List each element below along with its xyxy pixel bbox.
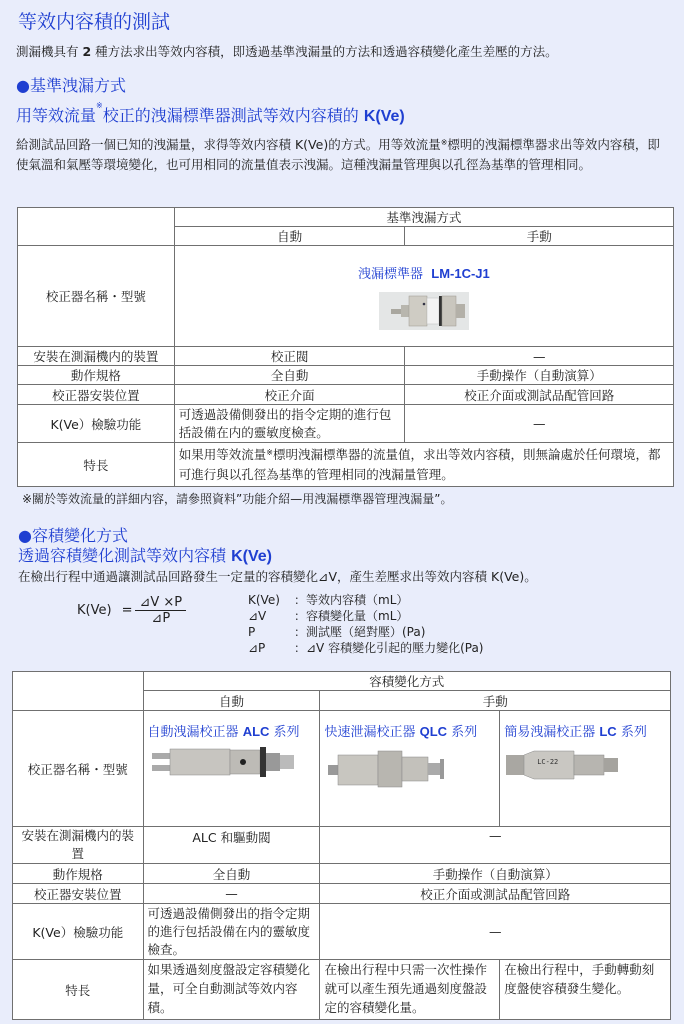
cell-manual: —: [405, 405, 674, 443]
formula-equals: =: [121, 602, 133, 618]
cell-manual: —: [320, 904, 671, 960]
feature-qlc: 在檢出行程中只需一次性操作就可以產生預先通過刻度盤設定的容積變化量。: [320, 960, 500, 1020]
product-cell-qlc: [320, 711, 500, 827]
table-row: [18, 405, 674, 443]
row-label: 校正器安裝位置: [18, 385, 175, 405]
row-label: K(Ve）檢驗功能: [13, 904, 144, 960]
section-heading-reference-leak: ●基準洩漏方式: [16, 76, 126, 95]
product-name: 洩漏標準器 LM-1C-J1: [357, 265, 490, 282]
row-label: 安裝在測漏機内的裝置: [13, 827, 144, 864]
lc-image: [504, 749, 624, 781]
cell-auto: 校正介面: [174, 385, 405, 405]
product-cell-alc: [143, 711, 320, 827]
feature-lc: 在檢出行程中，手動轉動刻度盤使容積發生變化。: [500, 960, 671, 1020]
cell-manual: 校正介面或測試品配管回路: [320, 884, 671, 904]
feature-cell: 如果用等效流量※標明洩漏標準器的流量值，求出等效内容積，則無論處於任何環境，都可進行與以孔徑為基準的管理相同的洩漏量管理。: [174, 443, 673, 487]
cell-auto: ALC 和驅動閥: [143, 827, 320, 864]
formula-legend: [248, 592, 484, 656]
page-title: 等效内容積的測試: [18, 11, 171, 33]
footnote-mark: ※: [96, 101, 103, 110]
table-corner: [13, 672, 144, 711]
col-header-auto: 自動: [143, 691, 320, 711]
row-label: K(Ve）檢驗功能: [18, 405, 175, 443]
cell-auto: 全自動: [174, 366, 405, 385]
group-header: 容積變化方式: [143, 672, 670, 691]
leak-standard-image: [179, 292, 669, 330]
footnote-mark: ※: [440, 138, 448, 147]
table-row: [18, 366, 674, 385]
table-row: [18, 347, 674, 366]
cell-auto: 可透過設備側發出的指令定期的進行包括設備在内的靈敏度檢查。: [143, 904, 320, 960]
table-row: [13, 884, 671, 904]
cell-auto: 可透過設備側發出的指令定期的進行包括設備在内的靈敏度檢查。: [174, 405, 405, 443]
legend-item: P ：測試壓（絕對壓）(Pa): [248, 625, 426, 639]
formula: [77, 592, 186, 628]
row-label: 校正器名稱・型號: [13, 711, 144, 827]
footnote-mark: ※: [266, 447, 273, 457]
section-heading-volume-change: ●容積變化方式: [18, 526, 128, 545]
row-label: 特長: [18, 443, 175, 487]
method-count: 2: [82, 44, 92, 59]
cell-auto: 校正閥: [174, 347, 405, 366]
row-label: 動作規格: [18, 366, 175, 385]
product-name: 快速泄漏校正器 QLC 系列: [324, 724, 478, 740]
formula-numerator: ⊿V ×P: [135, 595, 186, 611]
reference-leak-table: [17, 207, 674, 487]
cell-auto: 全自動: [143, 864, 320, 884]
cell-manual: —: [405, 347, 674, 366]
col-header-manual: 手動: [405, 227, 674, 246]
volume-change-description: 在檢出行程中通過讓測試品回路發生一定量的容積變化⊿V，產生差壓求出等效内容積 K(Ve)。: [18, 569, 537, 584]
volume-change-table: [12, 671, 671, 1020]
row-label: 特長: [13, 960, 144, 1020]
reference-leak-description: 給測試品回路一個已知的洩漏量，求得等效内容積 K(Ve)的方式。用等效流量※標明的洩漏標準器求出等效内容積，即使氣溫和氣壓等環境變化，也可用相同的流量值表示洩漏。這種洩漏量管理與以孔徑為基準的管理相同。: [16, 137, 660, 172]
product-name: 簡易洩漏校正器 LC 系列: [504, 724, 647, 740]
col-header-auto: 自動: [174, 227, 405, 246]
row-label: 校正器安裝位置: [13, 884, 144, 904]
cell-manual: 手動操作（自動演算）: [405, 366, 674, 385]
legend-item: ⊿V ：容積變化量（mL）: [248, 609, 409, 623]
row-label: 動作規格: [13, 864, 144, 884]
row-label: 校正器名稱・型號: [18, 246, 175, 347]
formula-fraction: [135, 595, 186, 626]
table-row: [13, 960, 671, 1020]
alc-image: [148, 745, 316, 784]
section-subheading-volume-change: 透過容積變化測試等效内容積 K(Ve): [18, 546, 272, 565]
table-row: [13, 904, 671, 960]
table-row: [18, 385, 674, 405]
formula-lhs: K(Ve): [77, 602, 112, 618]
feature-alc: 如果透過刻度盤設定容積變化量，可全自動測試等效内容積。: [143, 960, 320, 1020]
table-row: [13, 827, 671, 864]
cell-auto: —: [143, 884, 320, 904]
product-cell-lc: [500, 711, 671, 827]
product-name: 自動洩漏校正器 ALC 系列: [147, 724, 300, 740]
table-row: [13, 864, 671, 884]
legend-item: ⊿P ：⊿V 容積變化引起的壓力變化(Pa): [248, 641, 484, 655]
cell-manual: —: [320, 827, 671, 864]
section-subheading-reference-leak: 用等效流量※校正的洩漏標準器測試等效内容積的 K(Ve): [16, 101, 405, 125]
lc-image-label: LC-22: [537, 758, 559, 766]
table-row: [18, 443, 674, 487]
cell-manual: 校正介面或測試品配管回路: [405, 385, 674, 405]
intro-text: 測漏機具有 2 種方法求出等效内容積，即透過基準洩漏量的方法和透過容積變化產生差壓的方法。: [16, 44, 558, 59]
table-corner: [18, 208, 175, 246]
cell-manual: 手動操作（自動演算）: [320, 864, 671, 884]
group-header: 基準洩漏方式: [174, 208, 673, 227]
formula-denominator: ⊿P: [151, 610, 171, 626]
col-header-manual: 手動: [320, 691, 671, 711]
row-label: 安裝在測漏機内的裝置: [18, 347, 175, 366]
footnote: ※關於等效流量的詳細内容，請參照資料”功能介紹—用洩漏標準器管理洩漏量”。: [22, 492, 453, 506]
qlc-image: [324, 749, 495, 792]
legend-item: K(Ve) ：等效内容積（mL）: [248, 593, 409, 607]
product-cell-lm: [174, 246, 673, 347]
